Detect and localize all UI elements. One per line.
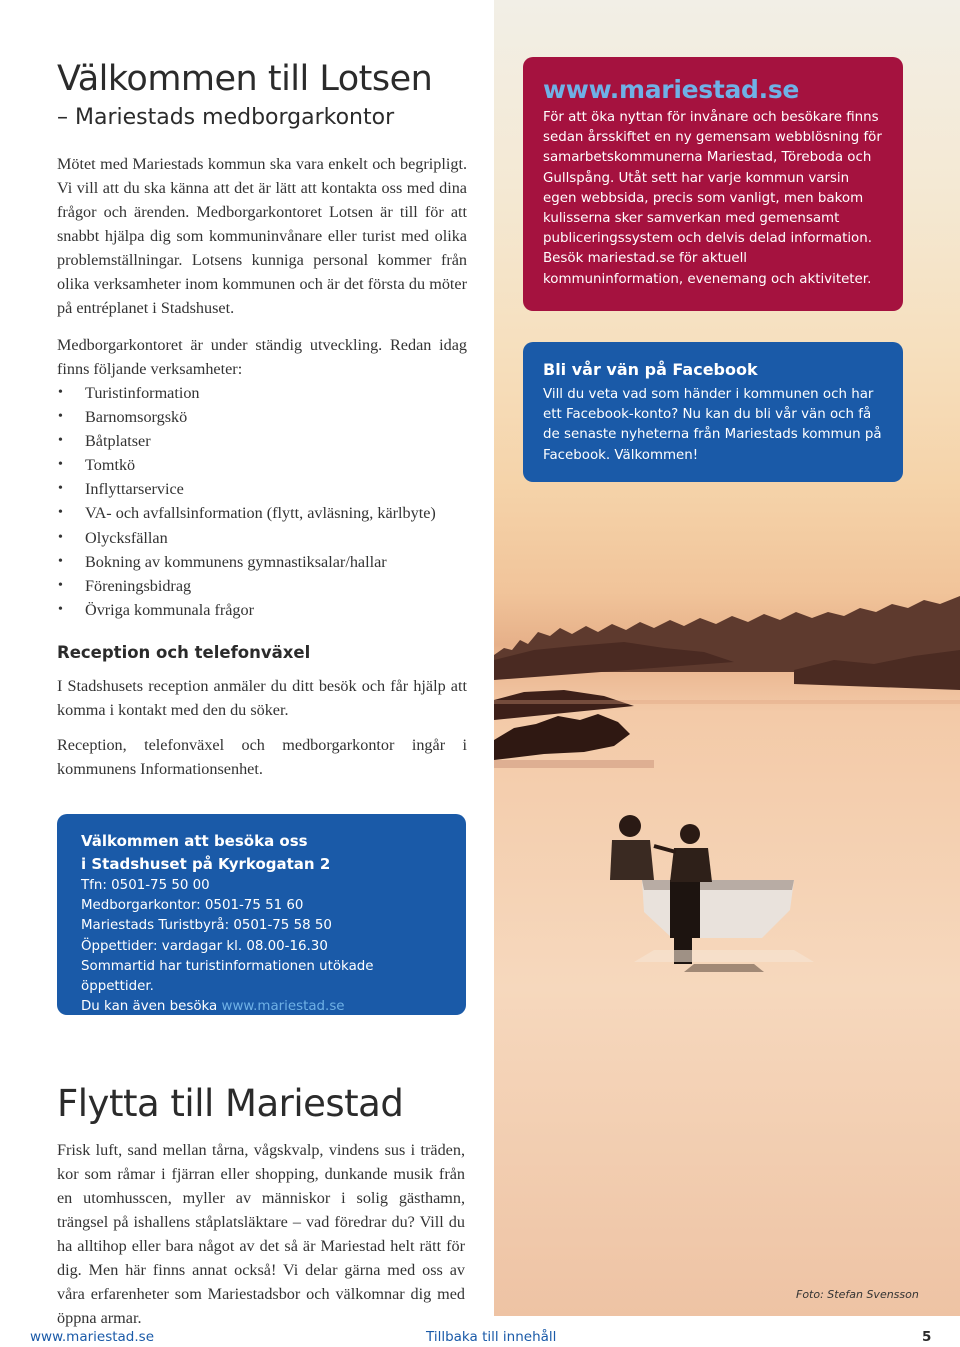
intro-text: Mötet med Mariestads kommun ska vara enkelt och begripligt. Vi vill att du ska känna att det är lätt att kontakta oss med dina frågor och ärenden. Medborgarkontoret Lotsen är till för att snabbt hjälpa dig som kommuninvånare eller turist med olika problemställningar. Lotsens kunniga personal kommer från olika verksamheter inom kommunen och är det första du möter på entréplanet i Stadshuset. bbox=[57, 155, 467, 317]
service-list-item: • Båtplatser bbox=[57, 429, 467, 453]
service-list-item: • Tomtkö bbox=[57, 453, 467, 477]
service-list-item: • Bokning av kommunens gymnastiksalar/hallar bbox=[57, 550, 467, 574]
page-number: 5 bbox=[922, 1329, 932, 1345]
back-to-contents-link[interactable]: Tillbaka till innehåll bbox=[426, 1329, 557, 1345]
reception-text-1: I Stadshusets reception anmäler du ditt besök och får hjälp att komma i kontakt med den du söker. bbox=[57, 677, 467, 719]
photo-credit: Foto: Stefan Svensson bbox=[796, 1288, 919, 1301]
services-paragraph bbox=[57, 333, 467, 381]
move-text: Frisk luft, sand mellan tårna, vågskvalp, vindens sus i träden, kor som råmar i fjärran eller shopping, dunkande musik från en utomhusscen, myller av människor i solig gästhamn, trängsel på ishallens ståplatsläktare – vad föredrar du? Vill du ha alltihop eller bara något av det så är Mariestad helt rätt för dig. Men här finns annat också! Vi delar gärna med oss av våra erfarenheter som Mariestadsbor och välkomnar dig med öppna armar. bbox=[57, 1141, 465, 1327]
reception-section bbox=[57, 643, 467, 662]
service-list-item: • Olycksfällan bbox=[57, 526, 467, 550]
facebook-info-box bbox=[523, 342, 903, 482]
footer-url-link[interactable]: www.mariestad.se bbox=[30, 1329, 155, 1345]
visit-info-line: Medborgarkontor: 0501-75 51 60 bbox=[81, 898, 304, 914]
visit-info-line: Mariestads Turistbyrå: 0501-75 58 50 bbox=[81, 918, 332, 934]
reception-heading: Reception och telefonväxel bbox=[57, 643, 311, 662]
visit-website-link[interactable]: www.mariestad.se bbox=[221, 999, 345, 1015]
website-info-box bbox=[523, 57, 903, 311]
services-intro-text: Medborgarkontoret är under ständig utveckling. Redan idag finns följande verksamheter: bbox=[57, 336, 467, 378]
visit-info-box bbox=[57, 814, 466, 1015]
move-section bbox=[57, 1082, 477, 1125]
service-list-item: • Föreningsbidrag bbox=[57, 574, 467, 598]
visit-heading-1: Välkommen att besöka oss bbox=[81, 832, 308, 850]
reception-text-2: Reception, telefonväxel och medborgarkontor ingår i kommunens Informationsenhet. bbox=[57, 736, 467, 778]
intro-paragraph bbox=[57, 152, 467, 320]
move-paragraph bbox=[57, 1138, 465, 1330]
service-list-item: • Inflyttarservice bbox=[57, 477, 467, 501]
visit-last-line bbox=[81, 997, 442, 1017]
visit-info-line: Öppettider: vardagar kl. 08.00-16.30 bbox=[81, 938, 328, 954]
service-list-item: • Barnomsorgskö bbox=[57, 405, 467, 429]
visit-info-line: Tfn: 0501-75 50 00 bbox=[81, 878, 210, 893]
move-title: Flytta till Mariestad bbox=[57, 1082, 404, 1125]
visit-heading-2: i Stadshuset på Kyrkogatan 2 bbox=[81, 855, 331, 873]
service-list-item: • Övriga kommunala frågor bbox=[57, 598, 467, 622]
services-list bbox=[57, 381, 467, 622]
intro-section bbox=[57, 59, 467, 130]
page-subtitle: – Mariestads medborgarkontor bbox=[57, 105, 395, 130]
reception-paragraph-2 bbox=[57, 733, 467, 781]
website-text: För att öka nyttan för invånare och besökare finns sedan årsskiftet en ny gemensam webblösning för samarbetskommunerna Mariestad, Töreboda och Gullspång. Utåt sett har varje kommun varsin egen webbsida, precis som vanligt, men bakom kulisserna sker samverkan med gemensamt publiceringssystem och delvis delad information. Besök mariestad.se för aktuell kommuninformation, evenemang och aktiviteter. bbox=[543, 110, 882, 287]
visit-info-line: Sommartid har turistinformationen utökade öppettider. bbox=[81, 958, 374, 995]
page-title: Välkommen till Lotsen bbox=[57, 59, 433, 99]
website-title[interactable]: www.mariestad.se bbox=[543, 75, 800, 104]
service-list-item: • Turistinformation bbox=[57, 381, 467, 405]
facebook-title: Bli vår vän på Facebook bbox=[543, 360, 758, 379]
visit-last-prefix: Du kan även besöka bbox=[81, 999, 222, 1015]
service-list-item: • VA- och avfallsinformation (flytt, avläsning, kärlbyte) bbox=[57, 501, 467, 525]
facebook-text: Vill du veta vad som händer i kommunen och har ett Facebook-konto? Nu kan du bli vår vän och få de senaste nyheterna från Mariestads kommun på Facebook. Välkommen! bbox=[543, 387, 882, 463]
reception-paragraph-1 bbox=[57, 674, 467, 722]
